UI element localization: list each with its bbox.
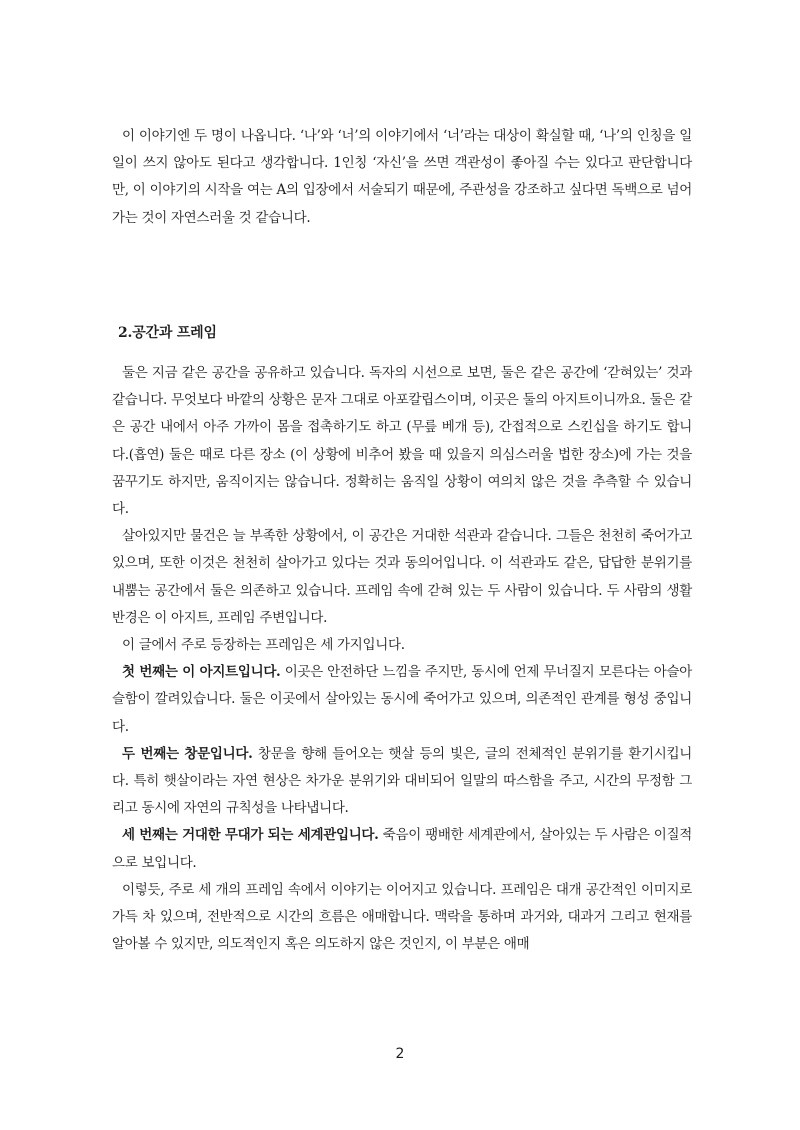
closing-paragraph: 이렇듯, 주로 세 개의 프레임 속에서 이야기는 이어지고 있습니다. 프레임은 대개 공간적인 이미지로 가득 차 있으며, 전반적으로 시간의 흐름은 애매합니다. 맥락을 통하며 과거와, 대과거 그리고 현재를 알아볼 수 있지만, 의도적인지 혹은 의도하지 않은 것인지, 이 부분은 애매 — [112, 881, 692, 953]
frame-item-text: 죽음이 팽배한 세계관에서, 살아있는 두 사람은 이질적으로 보입니다. — [112, 827, 692, 871]
frame-item-third — [112, 822, 692, 876]
intro-paragraph: 이 이야기엔 두 명이 나옵니다. ‘나’와 ‘너’의 이야기에서 ‘너’라는 대상이 확실할 때, ‘나’의 인칭을 일일이 쓰지 않아도 된다고 생각합니다. 1인칭 ‘자신’을 쓰면 객관성이 좋아질 수는 있다고 판단합니다만, 이 이야기의 시작을 여는 A의 입장에서 서술되기 때문에, 주관성을 강조하고 싶다면 독백으로 넘어가는 것이 자연스러울 것 같습니다. — [112, 128, 692, 226]
frame-item-label: 두 번째는 창문입니다. — [122, 745, 253, 762]
frame-item-first — [112, 659, 692, 741]
frame-item-text: 창문을 향해 들어오는 햇살 등의 빛은, 글의 전체적인 분위기를 환기시킵니다. 특히 햇살이라는 자연 현상은 차가운 분위기와 대비되어 일말의 따스함을 주고, 시간의 무정함 그리고 동시에 자연의 규칙성을 나타냅니다. — [112, 745, 693, 817]
body-paragraph: 둘은 지금 같은 공간을 공유하고 있습니다. 독자의 시선으로 보면, 둘은 같은 공간에 ‘갇혀있는’ 것과 같습니다. 무엇보다 바깥의 상황은 문자 그대로 아포칼립스이며, 이곳은 둘의 아지트이니까요. 둘은 같은 공간 내에서 아주 가까이 몸을 접촉하기도 하고 (무릎 베개 등), 간접적으로 스킨십을 하기도 합니다.(흡연) 둘은 때로 다른 장소 (이 상황에 비추어 봤을 때 있을지 의심스러울 법한 장소)에 가는 것을 꿈꾸기도 하지만, 움직이지는 않습니다. 정확히는 움직일 상황이 여의치 않은 것을 추측할 수 있습니다. — [112, 365, 692, 518]
frame-item-label: 첫 번째는 이 아지트입니다. — [122, 664, 281, 681]
body-paragraph: 이 글에서 주로 등장하는 프레임은 세 가지입니다. — [122, 637, 405, 654]
section-body — [112, 360, 692, 958]
frame-item-label: 세 번째는 거대한 무대가 되는 세계관입니다. — [122, 827, 379, 844]
body-paragraph: 살아있지만 물건은 늘 부족한 상황에서, 이 공간은 거대한 석관과 같습니다. 그들은 천천히 죽어가고 있으며, 또한 이것은 천천히 살아가고 있다는 것과 동의어입니다. 이 석관과도 같은, 답답한 분위기를 내뿜는 공간에서 둘은 의존하고 있습니다. 프레임 속에 갇혀 있는 두 사람이 있습니다. 두 사람의 생활 반경은 이 아지트, 프레임 주변입니다. — [112, 528, 692, 626]
section-heading: 2.공간과 프레임 — [118, 325, 217, 341]
frame-item-text: 이곳은 안전하단 느낌을 주지만, 동시에 언제 무너질지 모른다는 아슬아슬함이 깔려있습니다. 둘은 이곳에서 살아있는 동시에 죽어가고 있으며, 의존적인 관계를 형성 중입니다. — [112, 664, 692, 735]
frame-item-second — [112, 741, 692, 823]
page-number: 2 — [395, 1046, 405, 1062]
